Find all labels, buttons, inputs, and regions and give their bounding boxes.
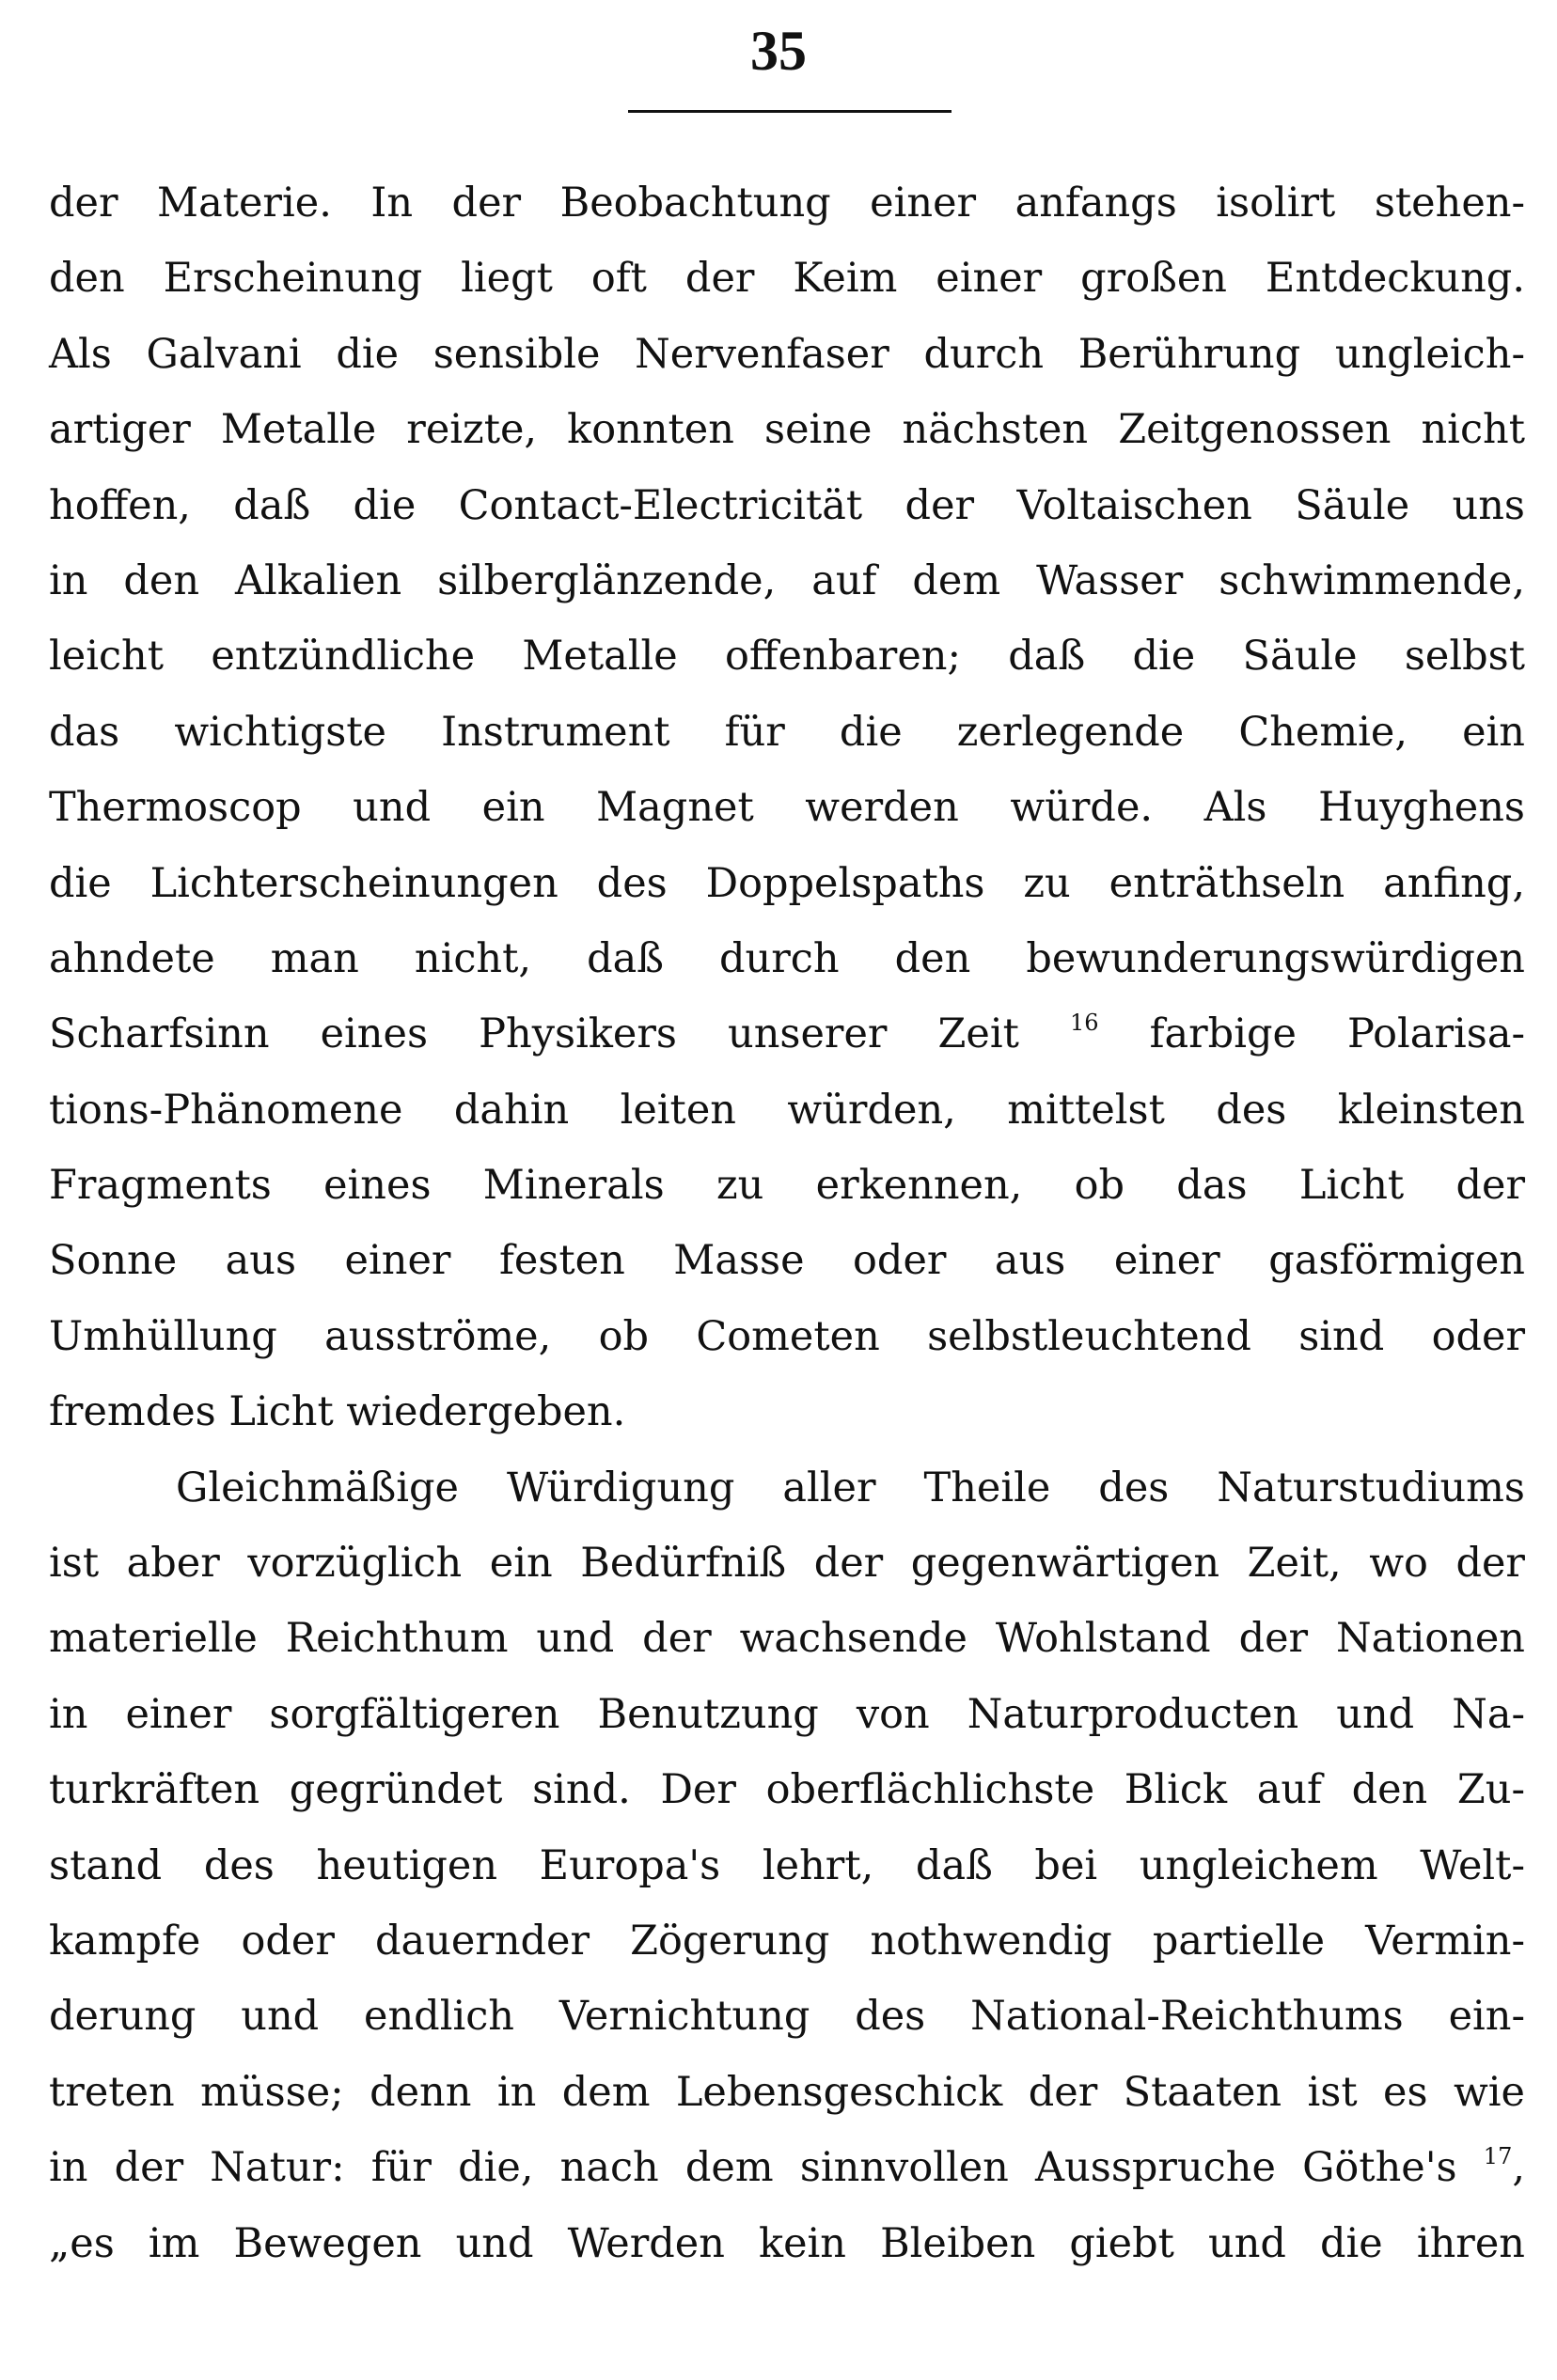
text-line-head: in der Natur: für die, nach dem sinnvollen Ausspruche Göthe's [49, 2144, 1457, 2192]
text-line: das wichtigste Instrument für die zerlegende Chemie, ein [49, 708, 1525, 756]
text-line: Sonne aus einer festen Masse oder aus einer gasförmigen [49, 1237, 1525, 1285]
footnote-marker-16[interactable]: 16 [1069, 1010, 1099, 1037]
text-line: materielle Reichthum und der wachsende Wohlstand der Nationen [49, 1615, 1525, 1663]
text-line: turkräften gegründet sind. Der oberflächlichste Blick auf den Zu- [49, 1766, 1525, 1814]
text-line: den Erscheinung liegt oft der Keim einer großen Entdeckung. [49, 255, 1525, 303]
text-line: artiger Metalle reizte, konnten seine nächsten Zeitgenossen nicht [49, 406, 1525, 454]
text-line: stand des heutigen Europa's lehrt, daß bei ungleichem Welt- [49, 1841, 1525, 1889]
text-line: Als Galvani die sensible Nervenfaser durch Berührung ungleich- [49, 330, 1525, 378]
header-rule [628, 110, 952, 113]
text-line: in einer sorgfältigeren Benutzung von Naturproducten und Na- [49, 1690, 1525, 1738]
text-line-tail: farbige Polarisa- [1149, 1010, 1525, 1058]
text-line: Umhüllung ausströme, ob Cometen selbstleuchtend sind oder [49, 1312, 1525, 1360]
text-line-head: Scharfsinn eines Physikers unserer Zeit [49, 1010, 1019, 1058]
paragraph-1 [49, 165, 1525, 1450]
text-line: kampfe oder dauernder Zögerung nothwendig partielle Vermin- [49, 1917, 1525, 1965]
text-line: die Lichterscheinungen des Doppelspaths zu enträthseln anfing, [49, 859, 1525, 907]
text-line: Gleichmäßige Würdigung aller Theile des Naturstudiums [176, 1464, 1525, 1511]
text-line: ahndete man nicht, daß durch den bewunderungswürdigen [49, 934, 1525, 982]
text-line: tions-Phänomene dahin leiten würden, mittelst des kleinsten [49, 1086, 1525, 1134]
text-line: leicht entzündliche Metalle offenbaren; daß die Säule selbst [49, 633, 1525, 681]
text-line: hoffen, daß die Contact-Electricität der Voltaischen Säule uns [49, 481, 1525, 529]
text-line: derung und endlich Vernichtung des National-Reichthums ein- [49, 1993, 1525, 2041]
paragraph-2 [49, 1450, 1525, 2281]
text-line: in den Alkalien silberglänzende, auf dem Wasser schwimmende, [49, 556, 1525, 604]
text-line: treten müsse; denn in dem Lebensgeschick der Staaten ist es wie [49, 2068, 1525, 2116]
page-number: 35 [750, 20, 807, 82]
text-line: „es im Bewegen und Werden kein Bleiben giebt und die ihren [49, 2219, 1525, 2267]
text-line-with-footnote: in der Natur: für die, nach dem sinnvollen Ausspruche Göthe's $^{17}$, [49, 2143, 1526, 2192]
footnote-marker-17[interactable]: 17 [1483, 2143, 1513, 2170]
text-line-with-footnote [49, 996, 1525, 1072]
text-line: Fragments eines Minerals zu erkennen, ob das Licht der [49, 1162, 1525, 1210]
text-line: Thermoscop und ein Magnet werden würde. Als Huyghens [49, 784, 1525, 832]
text-line: der Materie. In der Beobachtung einer anfangs isolirt stehen- [49, 180, 1525, 227]
text-line: ist aber vorzüglich ein Bedürfniß der gegenwärtigen Zeit, wo der [49, 1540, 1525, 1588]
body-text [49, 165, 1525, 2281]
text-line: fremdes Licht wiedergeben. [49, 1388, 626, 1436]
